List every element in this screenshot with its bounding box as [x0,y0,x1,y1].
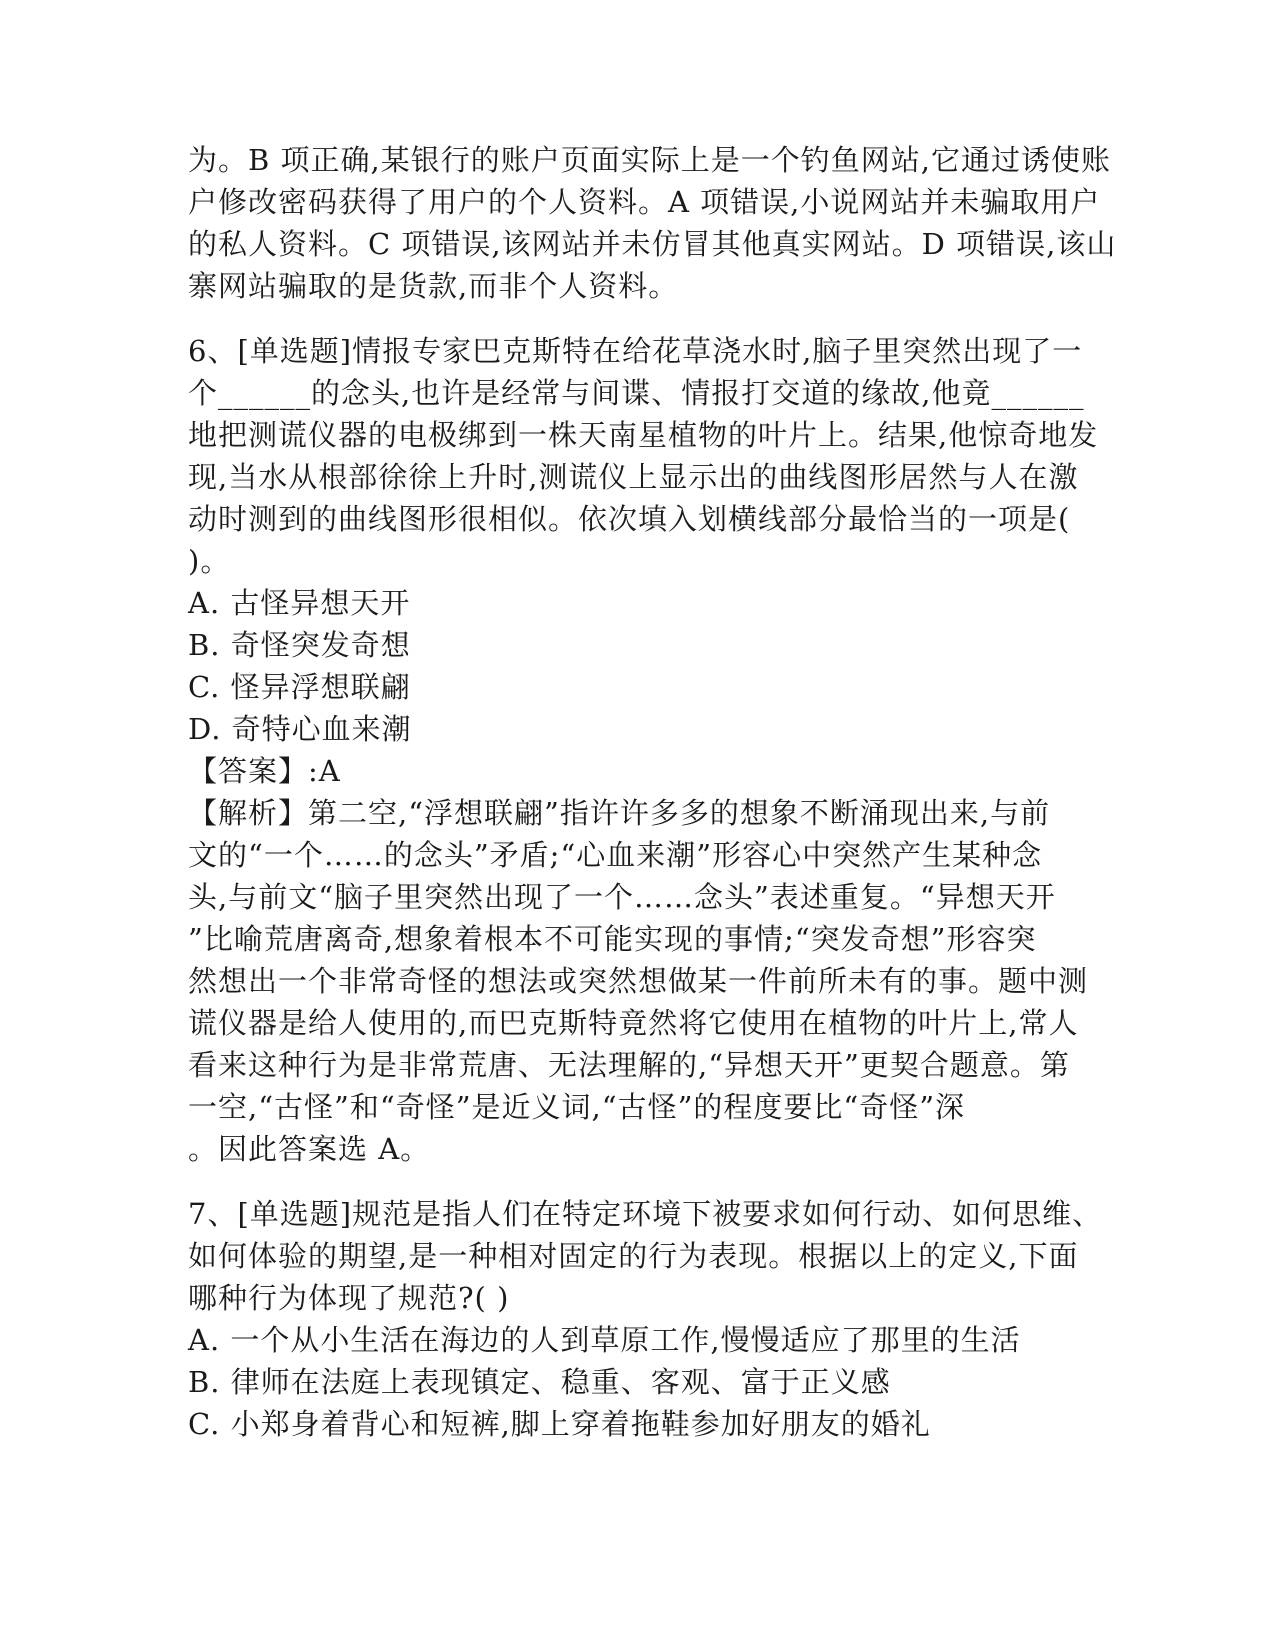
question-6-option-d: D. 奇特心血来潮 [188,712,412,746]
question-6-analysis-line: 一空,“古怪”和“奇怪”是近义词,“古怪”的程度要比“奇怪”深 [188,1090,966,1124]
question-6-stem-line: 个______的念头,也许是经常与间谍、情报打交道的缘故,他竟______ [188,376,1085,410]
explanation-line: 户修改密码获得了用户的个人资料。A 项错误,小说网站并未骗取用户 [188,185,1101,219]
question-6-stem-line: )。 [188,544,231,578]
question-6-analysis-line: ”比喻荒唐离奇,想象着根本不可能实现的事情;“突发奇想”形容突 [188,922,1037,956]
question-6-stem-line: 动时测到的曲线图形很相似。依次填入划横线部分最恰当的一项是( [188,502,1071,536]
explanation-line: 的私人资料。C 项错误,该网站并未仿冒其他真实网站。D 项错误,该山 [188,227,1117,261]
question-6-analysis-line: 看来这种行为是非常荒唐、无法理解的,“异想天开”更契合题意。第 [188,1048,1070,1082]
question-6-analysis-line: 【解析】第二空,“浮想联翩”指许许多多的想象不断涌现出来,与前 [188,796,1051,830]
question-6-analysis-line: 谎仪器是给人使用的,而巴克斯特竟然将它使用在植物的叶片上,常人 [188,1006,1079,1040]
question-6-option-c: C. 怪异浮想联翩 [188,670,411,704]
question-6-option-a: A. 古怪异想天开 [188,586,411,620]
question-6-option-b: B. 奇怪突发奇想 [188,628,411,662]
question-6-analysis-line: 文的“一个……的念头”矛盾;“心血来潮”形容心中突然产生某种念 [188,838,1043,872]
question-6-analysis-line: 然想出一个非常奇怪的想法或突然想做某一件前所未有的事。题中测 [188,964,1089,998]
question-7-option-a: A. 一个从小生活在海边的人到草原工作,慢慢适应了那里的生活 [188,1323,1021,1357]
question-7-stem-line: 哪种行为体现了规范?( ) [188,1281,510,1315]
question-6-stem-line: 现,当水从根部徐徐上升时,测谎仪上显示出的曲线图形居然与人在激 [188,460,1079,494]
explanation-line: 为。B 项正确,某银行的账户页面实际上是一个钓鱼网站,它通过诱使账 [188,143,1111,177]
question-7-stem-line: 7、[单选题]规范是指人们在特定环境下被要求如何行动、如何思维、 [188,1197,1103,1231]
question-6-answer: 【答案】:A [188,754,341,788]
question-6-analysis-line: 。因此答案选 A。 [188,1132,431,1166]
explanation-line: 寨网站骗取的是货款,而非个人资料。 [188,269,679,303]
question-6-stem-line: 6、[单选题]情报专家巴克斯特在给花草浇水时,脑子里突然出现了一 [188,334,1083,368]
question-7-option-c: C. 小郑身着背心和短裤,脚上穿着拖鞋参加好朋友的婚礼 [188,1407,931,1441]
question-6-stem-line: 地把测谎仪器的电极绑到一株天南星植物的叶片上。结果,他惊奇地发 [188,418,1099,452]
question-7-option-b: B. 律师在法庭上表现镇定、稳重、客观、富于正义感 [188,1365,891,1399]
question-7-stem-line: 如何体验的期望,是一种相对固定的行为表现。根据以上的定义,下面 [188,1239,1079,1273]
question-6-analysis-line: 头,与前文“脑子里突然出现了一个……念头”表述重复。“异想天开 [188,880,1056,914]
